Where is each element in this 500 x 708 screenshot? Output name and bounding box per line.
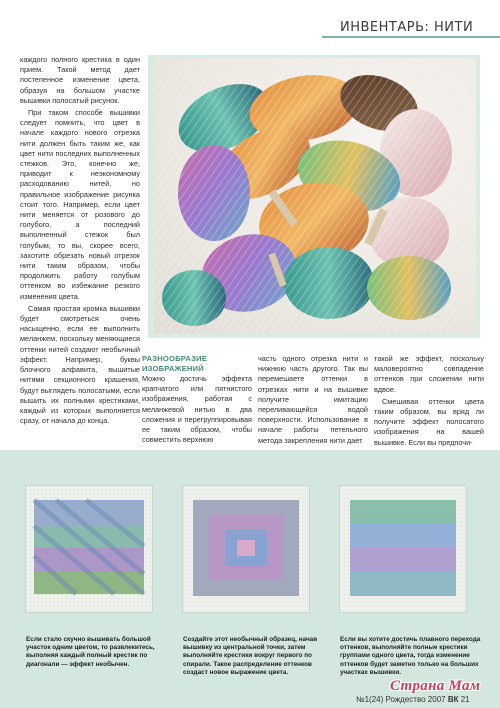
- paragraph: часть одного отрезка нити и нижнюю часть другого. Так вы перемешаете оттенки в отрезках нити и на вышивке получите имитацию переливающейся водой поверхности. Использование в начале работы петельного метода закрепления нити дает: [258, 354, 368, 445]
- text-column-3: [258, 354, 368, 446]
- issue-label: №1(24) Рождество 2007: [356, 695, 446, 704]
- section-title: ИНВЕНТАРЬ: НИТИ: [340, 20, 474, 35]
- paragraph: При таком способе вышивки следует помнить, что цвет в начале каждого нового отрезка нити должен быть таким же, как цвет нити последних выполненных стежков. Это, конечно же, приводит к неэкономному расходованию нитей, но правильное изображение рисунка стоит того. Например, если цвет нити меняется от розового до голубого, а последний выполненный стежок был голубым, то вы, скорее всего, захотите обрезать новый отрезок нити таким образом, чтобы продолжить работу голубым оттенком во избежание резкого изменения цвета.: [20, 108, 140, 301]
- stitch-sample-diagonal: [25, 485, 153, 613]
- stitch-sample-groups: [339, 485, 467, 613]
- cross-stitch-swatch: [183, 486, 309, 612]
- subheading: РАЗНООБРАЗИЕ ИЗОБРАЖЕНИЙ: [142, 354, 207, 373]
- caption-3: Если вы хотите достичь плавного перехода оттенков, выполняйте полные крестики группами одного цвета, тогда изменение оттенков будет заметно только на больших участках вышивки.: [340, 636, 481, 676]
- paragraph: такой же эффект, поскольку маловероятно совпадение оттенков при сложении нити вдвое.: [374, 354, 484, 394]
- caption-1: Если стало скучно вышивать большой участок одним цветом, то развлекитесь, выполняя каждый полный крестик по диагонали — эффект необычен.: [26, 636, 155, 668]
- cross-stitch-swatch: [26, 486, 152, 612]
- paragraph: каждого полного крестика в один прием. Такой метод дает постепенное изменение цвета, образуя на большом участке вышивки полосатый рисунок.: [20, 55, 140, 105]
- thread-skeins-photo: [154, 58, 476, 334]
- cross-stitch-swatch: [340, 486, 466, 612]
- magazine-brand: ВК: [447, 695, 459, 704]
- paragraph: Самая простая кромка вышивки будет смотреться очень насыщенно, если ее выполнить меланжем, поскольку меняющиеся оттенки нитей создают необычный эффект. Например, буквы блочного алфавита, вышитые нитями секционного крашения, будут выглядеть полосатыми, если вышить их полными крестиками, каждый из которых выполняется сразу, от начала до конца.: [20, 303, 140, 426]
- paragraph: Смешивая оттенки цвета таким образом, вы вряд ли получите эффект полосатого изображения на вашей вышивке. Если вы предпочи-: [374, 396, 484, 447]
- page-number: 21: [460, 695, 470, 704]
- site-watermark: Страна Мам: [390, 678, 481, 694]
- header-rule: [322, 36, 500, 38]
- stitch-sample-spiral: [182, 485, 310, 613]
- text-column-2: [142, 374, 252, 445]
- text-column-1: [20, 55, 140, 426]
- caption-2: Создайте этот необычный образец, начав вышивку из центральной точки, затем выполняйте крестики вокруг первого по спирали. Такое распределение оттенков создаст новое выражение цвета.: [183, 636, 318, 676]
- page-footer: [356, 695, 500, 704]
- thread-skeins-illustration: [154, 58, 476, 334]
- paragraph: Можно достичь эффекта крапчатого или пятнистого изображения, работая с меланжевой нитью в два сложения и перегруппировывая ее таким образом, чтобы совместить верхнюю: [142, 374, 252, 445]
- text-column-4: [374, 354, 484, 448]
